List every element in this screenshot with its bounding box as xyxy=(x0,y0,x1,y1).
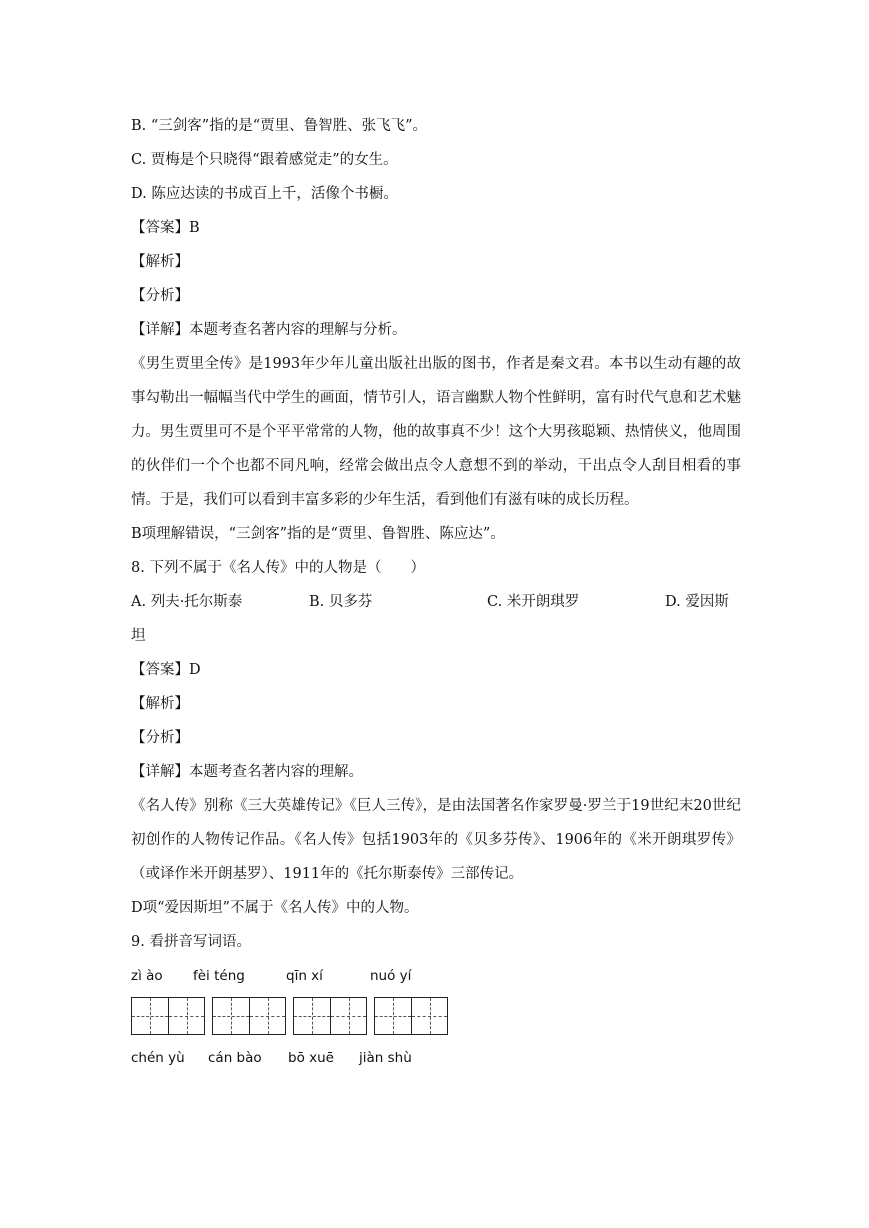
q7-option-b: B. “三剑客”指的是“贾里、鲁智胜、张飞飞”。 xyxy=(131,118,428,134)
writing-box[interactable] xyxy=(212,997,286,1035)
writing-cell[interactable] xyxy=(168,998,204,1034)
q8-analysis-heading: 【解析】 xyxy=(131,696,189,712)
q8-option-d: D. 爱因斯 xyxy=(665,594,729,610)
q7-detail: 【详解】本题考查名著内容的理解与分析。 xyxy=(131,322,407,338)
writing-box[interactable] xyxy=(293,997,367,1035)
writing-cell[interactable] xyxy=(213,998,249,1034)
q8-conclusion: D项“爱因斯坦”不属于《名人传》中的人物。 xyxy=(131,900,419,916)
writing-box[interactable] xyxy=(374,997,448,1035)
q7-analysis-heading: 【解析】 xyxy=(131,254,189,270)
writing-cell[interactable] xyxy=(249,998,285,1034)
q9-question: 9. 看拼音写词语。 xyxy=(131,934,251,950)
q8-option-a: A. 列夫·托尔斯泰 xyxy=(131,594,243,610)
q7-conclusion: B项理解错误，“三剑客”指的是“贾里、鲁智胜、陈应达”。 xyxy=(131,526,505,542)
pinyin-word: zì ào xyxy=(131,968,163,984)
pinyin-word: fèi téng xyxy=(193,968,245,984)
q7-option-c: C. 贾梅是个只晓得“跟着感觉走”的女生。 xyxy=(131,152,398,168)
writing-cell[interactable] xyxy=(294,998,330,1034)
q9-pinyin-row-2 xyxy=(131,1041,741,1075)
writing-cell[interactable] xyxy=(132,998,168,1034)
q8-question: 8. 下列不属于《名人传》中的人物是（ ） xyxy=(131,560,425,576)
q8-explanation-paragraph: 《名人传》别称《三大英雄传记》《巨人三传》，是由法国著名作家罗曼·罗兰于19世纪末20世纪初创作的人物传记作品。《名人传》包括1903年的《贝多芬传》、1906年的《米开朗琪罗传》（或译作米开朗基罗）、1911年的《托尔斯泰传》三部传记。 xyxy=(131,798,741,882)
q7-explanation-paragraph: 《男生贾里全传》是1993年少年儿童出版社出版的图书，作者是秦文君。本书以生动有趣的故事勾勒出一幅幅当代中学生的画面，情节引人，语言幽默人物个性鲜明，富有时代气息和艺术魅力。男生贾里可不是个平平常常的人物，他的故事真不少！这个大男孩聪颖、热情侠义，他周围的伙伴们一个个也都不同凡响，经常会做出点令人意想不到的举动，干出点令人刮目相看的事情。于是，我们可以看到丰富多彩的少年生活，看到他们有滋有味的成长历程。 xyxy=(131,356,741,508)
writing-cell[interactable] xyxy=(411,998,447,1034)
writing-cell[interactable] xyxy=(330,998,366,1034)
q7-answer: 【答案】B xyxy=(131,220,200,236)
document-page xyxy=(131,109,741,1075)
q8-detail: 【详解】本题考查名著内容的理解。 xyxy=(131,764,363,780)
q8-answer: 【答案】D xyxy=(131,662,201,678)
q8-fenxi-heading: 【分析】 xyxy=(131,730,189,746)
writing-cell[interactable] xyxy=(375,998,411,1034)
writing-box[interactable] xyxy=(131,997,205,1035)
pinyin-word: chén yù xyxy=(131,1050,185,1066)
pinyin-word: cán bào xyxy=(208,1050,262,1066)
q9-pinyin-row-1 xyxy=(131,959,741,993)
q8-option-d-wrap: 坦 xyxy=(131,628,146,644)
pinyin-word: jiàn shù xyxy=(359,1050,412,1066)
q8-options xyxy=(131,585,741,619)
pinyin-word: qīn xí xyxy=(286,968,323,984)
q7-option-d: D. 陈应达读的书成百上千，活像个书橱。 xyxy=(131,186,398,202)
pinyin-word: nuó yí xyxy=(370,968,412,984)
q8-option-b: B. 贝多芬 xyxy=(309,594,373,610)
pinyin-word: bō xuē xyxy=(288,1050,334,1066)
q9-writing-grid-row-1 xyxy=(131,997,741,1035)
q8-option-c: C. 米开朗琪罗 xyxy=(487,594,580,610)
q7-fenxi-heading: 【分析】 xyxy=(131,288,189,304)
